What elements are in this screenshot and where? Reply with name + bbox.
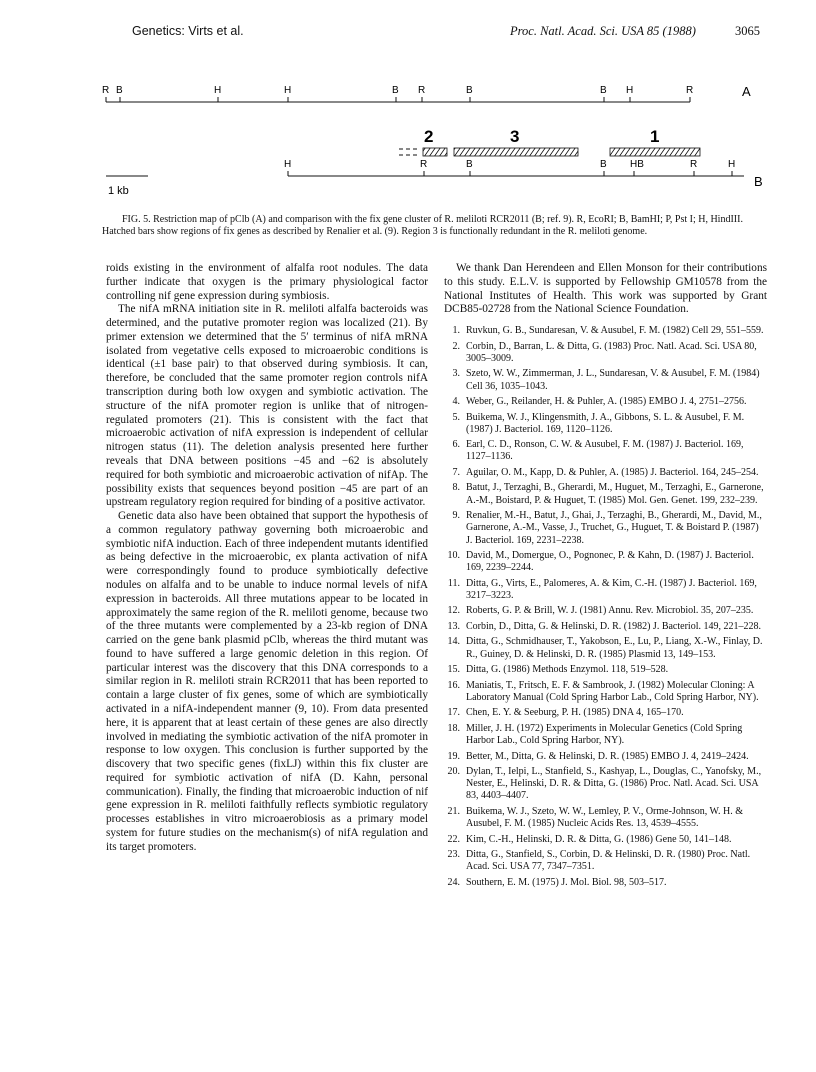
reference-item	[444, 578, 767, 602]
reference-number: 18.	[447, 722, 460, 734]
reference-number: 17.	[447, 707, 460, 719]
reference-text: Chen, E. Y. & Seeburg, P. H. (1985) DNA 4, 165–170.	[466, 707, 684, 719]
reference-number: 4.	[452, 396, 460, 408]
reference-number: 11.	[447, 577, 460, 589]
map-b-ticks	[284, 159, 735, 176]
reference-number: 19.	[447, 750, 460, 762]
paragraph: Genetic data also have been obtained that support the hypothesis of a common regulatory pathway governing both microaerobic and symbiotic nifA induction. Each of three independent mutants identified as being defective in the microaerobic, ex planta activation of nifA were correspondingly found to produce symbiotically defective nodules on alfalfa and to be unable to induce normal levels of nifA expression in bacteroids. All three mutations appear to be located in approximately the same region of the R. meliloti genome, because two of the three mutants were complemented by a 23-kb region of DNA carried on the gene bank plasmid pClb, whereas the third mutant was found to have suffered a large genomic deletion in this region. Of particular interest was the discovery that this DNA corresponds to a similar region in R. meliloti strain RCR2011 that has been reported to contain a large cluster of fix genes, some of which are symbiotically activated in a nifA-independent manner (9, 10). From data presented here, it is apparent that at least certain of these genes are also directly involved in mediating the symbiotic activation of the nifA promoter in response to low oxygen. This conclusion is further supported by the discovery that two specific genes (fixLJ) within this fix cluster are required for symbiotic activation of nifA (D. Kahn, personal communication). Finally, the finding that microaerobic induction of nif gene expression in R. meliloti faithfully reflects symbiotic regulatory processes establishes in vitro microaerobiosis as a primary model system for future studies on the mechanism(s) of nifA regulation and its target promoters.	[106, 510, 428, 853]
paragraph: The nifA mRNA initiation site in R. meliloti alfalfa bacteroids was determined, and the putative promoter region was localized (21). By primer extension we determined that the 5′ terminus of nifA mRNA isolated from vegetative cells exposed to microaerobic conditions is identical (±1 base pair) to that observed during symbiosis. It can, therefore, be concluded that the same promoter region controls nifA transcription during both low oxygen and symbiotic activation. The structure of the nifA promoter region is unlike that of nitrogen-regulated promoters (21). This is consistent with the fact that microaerobic activation of nifA expression is independent of cellular nitrogen status (11). The deletion analysis presented here further reveals that DNA between positions −45 and −62 is absolutely required for both symbiotic and microaerobic activation of nifAp. The possibility exists that sequences beyond position −45 are part of an upstream regulatory region required for binding of a positive activator.	[106, 303, 428, 509]
reference-number: 8.	[452, 482, 460, 494]
reference-text: Szeto, W. W., Zimmerman, J. L., Sundaresan, V. & Ausubel, F. M. (1984) Cell 36, 1035–1043.	[466, 368, 760, 392]
reference-text: Roberts, G. P. & Brill, W. J. (1981) Annu. Rev. Microbiol. 35, 207–235.	[466, 605, 754, 617]
reference-number: 1.	[452, 325, 460, 337]
reference-number: 14.	[447, 636, 460, 648]
reference-item	[444, 766, 767, 803]
reference-number: 20.	[447, 766, 460, 778]
reference-item	[444, 482, 767, 506]
reference-text: Southern, E. M. (1975) J. Mol. Biol. 98, 503–517.	[466, 876, 667, 888]
reference-item	[444, 849, 767, 873]
reference-item	[444, 723, 767, 747]
reference-text: Earl, C. D., Ronson, C. W. & Ausubel, F. M. (1987) J. Bacteriol. 169, 1127–1136.	[466, 439, 744, 463]
site-label: B	[600, 85, 607, 96]
reference-item	[444, 834, 767, 846]
reference-number: 13.	[447, 620, 460, 632]
region-3-bar	[454, 148, 578, 156]
reference-item	[444, 806, 767, 830]
reference-text: Buikema, W. J., Klingensmith, J. A., Gibbons, S. L. & Ausubel, F. M. (1987) J. Bacteriol. 169, 1120–1126.	[466, 411, 745, 435]
reference-number: 12.	[447, 605, 460, 617]
region-label-1: 1	[650, 127, 660, 146]
left-column	[106, 262, 428, 855]
reference-text: Batut, J., Terzaghi, B., Gherardi, M., Huguet, M., Terzaghi, E., Garnerone, A.-M., Boistard, P. & Huguet, T. (1985) Mol. Gen. Genet. 199, 232–239.	[466, 482, 764, 506]
site-label: B	[600, 159, 607, 170]
reference-item	[444, 664, 767, 676]
map-a	[102, 84, 751, 102]
site-label: R	[690, 159, 698, 170]
reference-item	[444, 368, 767, 392]
figure-caption: FIG. 5. Restriction map of pClb (A) and comparison with the fix gene cluster of R. meliloti RCR2011 (B; ref. 9). R, EcoRI; B, BamHI; P, Pst I; H, HindIII. Hatched bars show regions of fix genes as described by Renalier et al. (9). Region 3 is functionally redundant in the R. meliloti genome.	[102, 214, 743, 238]
reference-text: Ditta, G., Stanfield, S., Corbin, D. & Helinski, D. R. (1980) Proc. Natl. Acad. Sci. USA 77, 7347–7351.	[466, 849, 751, 873]
site-label: HB	[630, 159, 644, 170]
site-label: B	[466, 85, 473, 96]
reference-number: 22.	[447, 833, 460, 845]
reference-text: Aguilar, O. M., Kapp, D. & Puhler, A. (1985) J. Bacteriol. 164, 245–254.	[466, 466, 759, 478]
reference-text: Dylan, T., Ielpi, L., Stanfield, S., Kashyap, L., Douglas, C., Yanofsky, M., Nester, E., Helinski, D. R. & Ditta, G. (1986) Proc. Natl. Acad. Sci. USA 83, 4403–4407.	[466, 766, 762, 802]
site-label: H	[284, 159, 292, 170]
reference-text: Ditta, G., Schmidhauser, T., Yakobson, E., Lu, P., Liang, X.-W., Finlay, D. R., Guiney, D. & Helinski, D. R. (1985) Plasmid 13, 149–153.	[466, 636, 763, 660]
reference-number: 7.	[452, 466, 460, 478]
reference-text: Miller, J. H. (1972) Experiments in Molecular Genetics (Cold Spring Harbor Lab., Cold Spring Harbor, NY).	[466, 722, 743, 747]
reference-number: 2.	[452, 340, 460, 352]
reference-number: 15.	[447, 664, 460, 676]
reference-list	[444, 325, 767, 889]
reference-item	[444, 439, 767, 463]
reference-item	[444, 636, 767, 660]
reference-number: 3.	[452, 368, 460, 380]
region-label-3: 3	[510, 127, 520, 146]
reference-text: Weber, G., Reilander, H. & Puhler, A. (1985) EMBO J. 4, 2751–2756.	[466, 396, 747, 408]
reference-item	[444, 467, 767, 479]
reference-item	[444, 510, 767, 547]
reference-number: 24.	[447, 876, 460, 888]
scale-label: 1 kb	[108, 185, 129, 197]
reference-item	[444, 605, 767, 617]
reference-text: David, M., Domergue, O., Pognonec, P. & Kahn, D. (1987) J. Bacteriol. 169, 2239–2244.	[466, 550, 754, 574]
reference-number: 9.	[452, 510, 460, 522]
reference-item	[444, 325, 767, 337]
map-b	[284, 159, 763, 189]
reference-number: 16.	[447, 679, 460, 691]
restriction-map-figure	[90, 74, 790, 204]
paragraph: roids existing in the environment of alfalfa root nodules. The data further indicate that oxygen is the primary physiological factor controlling nif gene expression during symbiosis.	[106, 262, 428, 302]
reference-text: Better, M., Ditta, G. & Helinski, D. R. (1985) EMBO J. 4, 2419–2424.	[466, 750, 749, 762]
reference-item	[444, 396, 767, 408]
journal-citation: Proc. Natl. Acad. Sci. USA 85 (1988)	[510, 24, 696, 38]
site-label: H	[626, 85, 634, 96]
reference-text: Ditta, G., Virts, E., Palomeres, A. & Kim, C.-H. (1987) J. Bacteriol. 169, 3217–3223.	[466, 577, 757, 601]
reference-number: 23.	[447, 849, 460, 861]
reference-item	[444, 877, 767, 889]
map-b-label: B	[754, 174, 763, 189]
site-label: R	[686, 85, 694, 96]
right-column	[444, 262, 767, 892]
scale-bar	[106, 176, 148, 197]
site-label: B	[466, 159, 473, 170]
reference-text: Corbin, D., Ditta, G. & Helinski, D. R. (1982) J. Bacteriol. 149, 221–228.	[466, 620, 761, 632]
running-header-left: Genetics: Virts et al.	[132, 24, 244, 38]
reference-number: 10.	[447, 550, 460, 562]
reference-text: Ruvkun, G. B., Sundaresan, V. & Ausubel, F. M. (1982) Cell 29, 551–559.	[466, 325, 764, 337]
region-1-bar	[610, 148, 700, 156]
reference-text: Renalier, M.-H., Batut, J., Ghai, J., Terzaghi, B., Gherardi, M., David, M., Garnerone, A.-M., Vasse, J., Truchet, G., Huguet, T. & Boistard P. (1987) J. Bacteriol. 169, 2231–2238.	[466, 510, 762, 546]
reference-number: 21.	[447, 805, 460, 817]
site-label: B	[392, 85, 399, 96]
site-label: H	[728, 159, 736, 170]
reference-item	[444, 751, 767, 763]
site-label: R	[418, 85, 426, 96]
reference-item	[444, 621, 767, 633]
acknowledgment: We thank Dan Herendeen and Ellen Monson for their contributions to this study. E.L.V. is supported by Fellowship GM10578 from the National Institutes of Health. This work was supported by Grant DCB85-02728 from the National Science Foundation.	[444, 262, 767, 316]
reference-text: Kim, C.-H., Helinski, D. R. & Ditta, G. (1986) Gene 50, 141–148.	[466, 833, 732, 845]
reference-item	[444, 680, 767, 704]
reference-number: 6.	[452, 439, 460, 451]
site-label: H	[284, 85, 292, 96]
site-label: B	[116, 85, 123, 96]
reference-item	[444, 707, 767, 719]
reference-item	[444, 550, 767, 574]
site-label: R	[102, 85, 110, 96]
reference-item	[444, 341, 767, 365]
fix-regions	[399, 127, 700, 156]
site-label: R	[420, 159, 428, 170]
site-label: H	[214, 85, 222, 96]
reference-text: Maniatis, T., Fritsch, E. F. & Sambrook, J. (1982) Molecular Cloning: A Laboratory Manual (Cold Spring Harbor Lab., Cold Spring Harbor, NY).	[466, 679, 759, 703]
region-label-2: 2	[424, 127, 434, 146]
reference-text: Buikema, W. J., Szeto, W. W., Lemley, P. V., Orme-Johnson, W. H. & Ausubel, F. M. (1985) Nucleic Acids Res. 13, 4539–4555.	[466, 805, 744, 830]
reference-text: Corbin, D., Barran, L. & Ditta, G. (1983) Proc. Natl. Acad. Sci. USA 80, 3005–3009.	[466, 340, 757, 364]
region-2-bar	[423, 148, 447, 156]
reference-text: Ditta, G. (1986) Methods Enzymol. 118, 519–528.	[466, 664, 669, 676]
reference-item	[444, 412, 767, 436]
map-a-label: A	[742, 84, 751, 99]
reference-number: 5.	[452, 411, 460, 423]
page-number: 3065	[735, 24, 760, 38]
map-a-ticks	[102, 85, 693, 102]
